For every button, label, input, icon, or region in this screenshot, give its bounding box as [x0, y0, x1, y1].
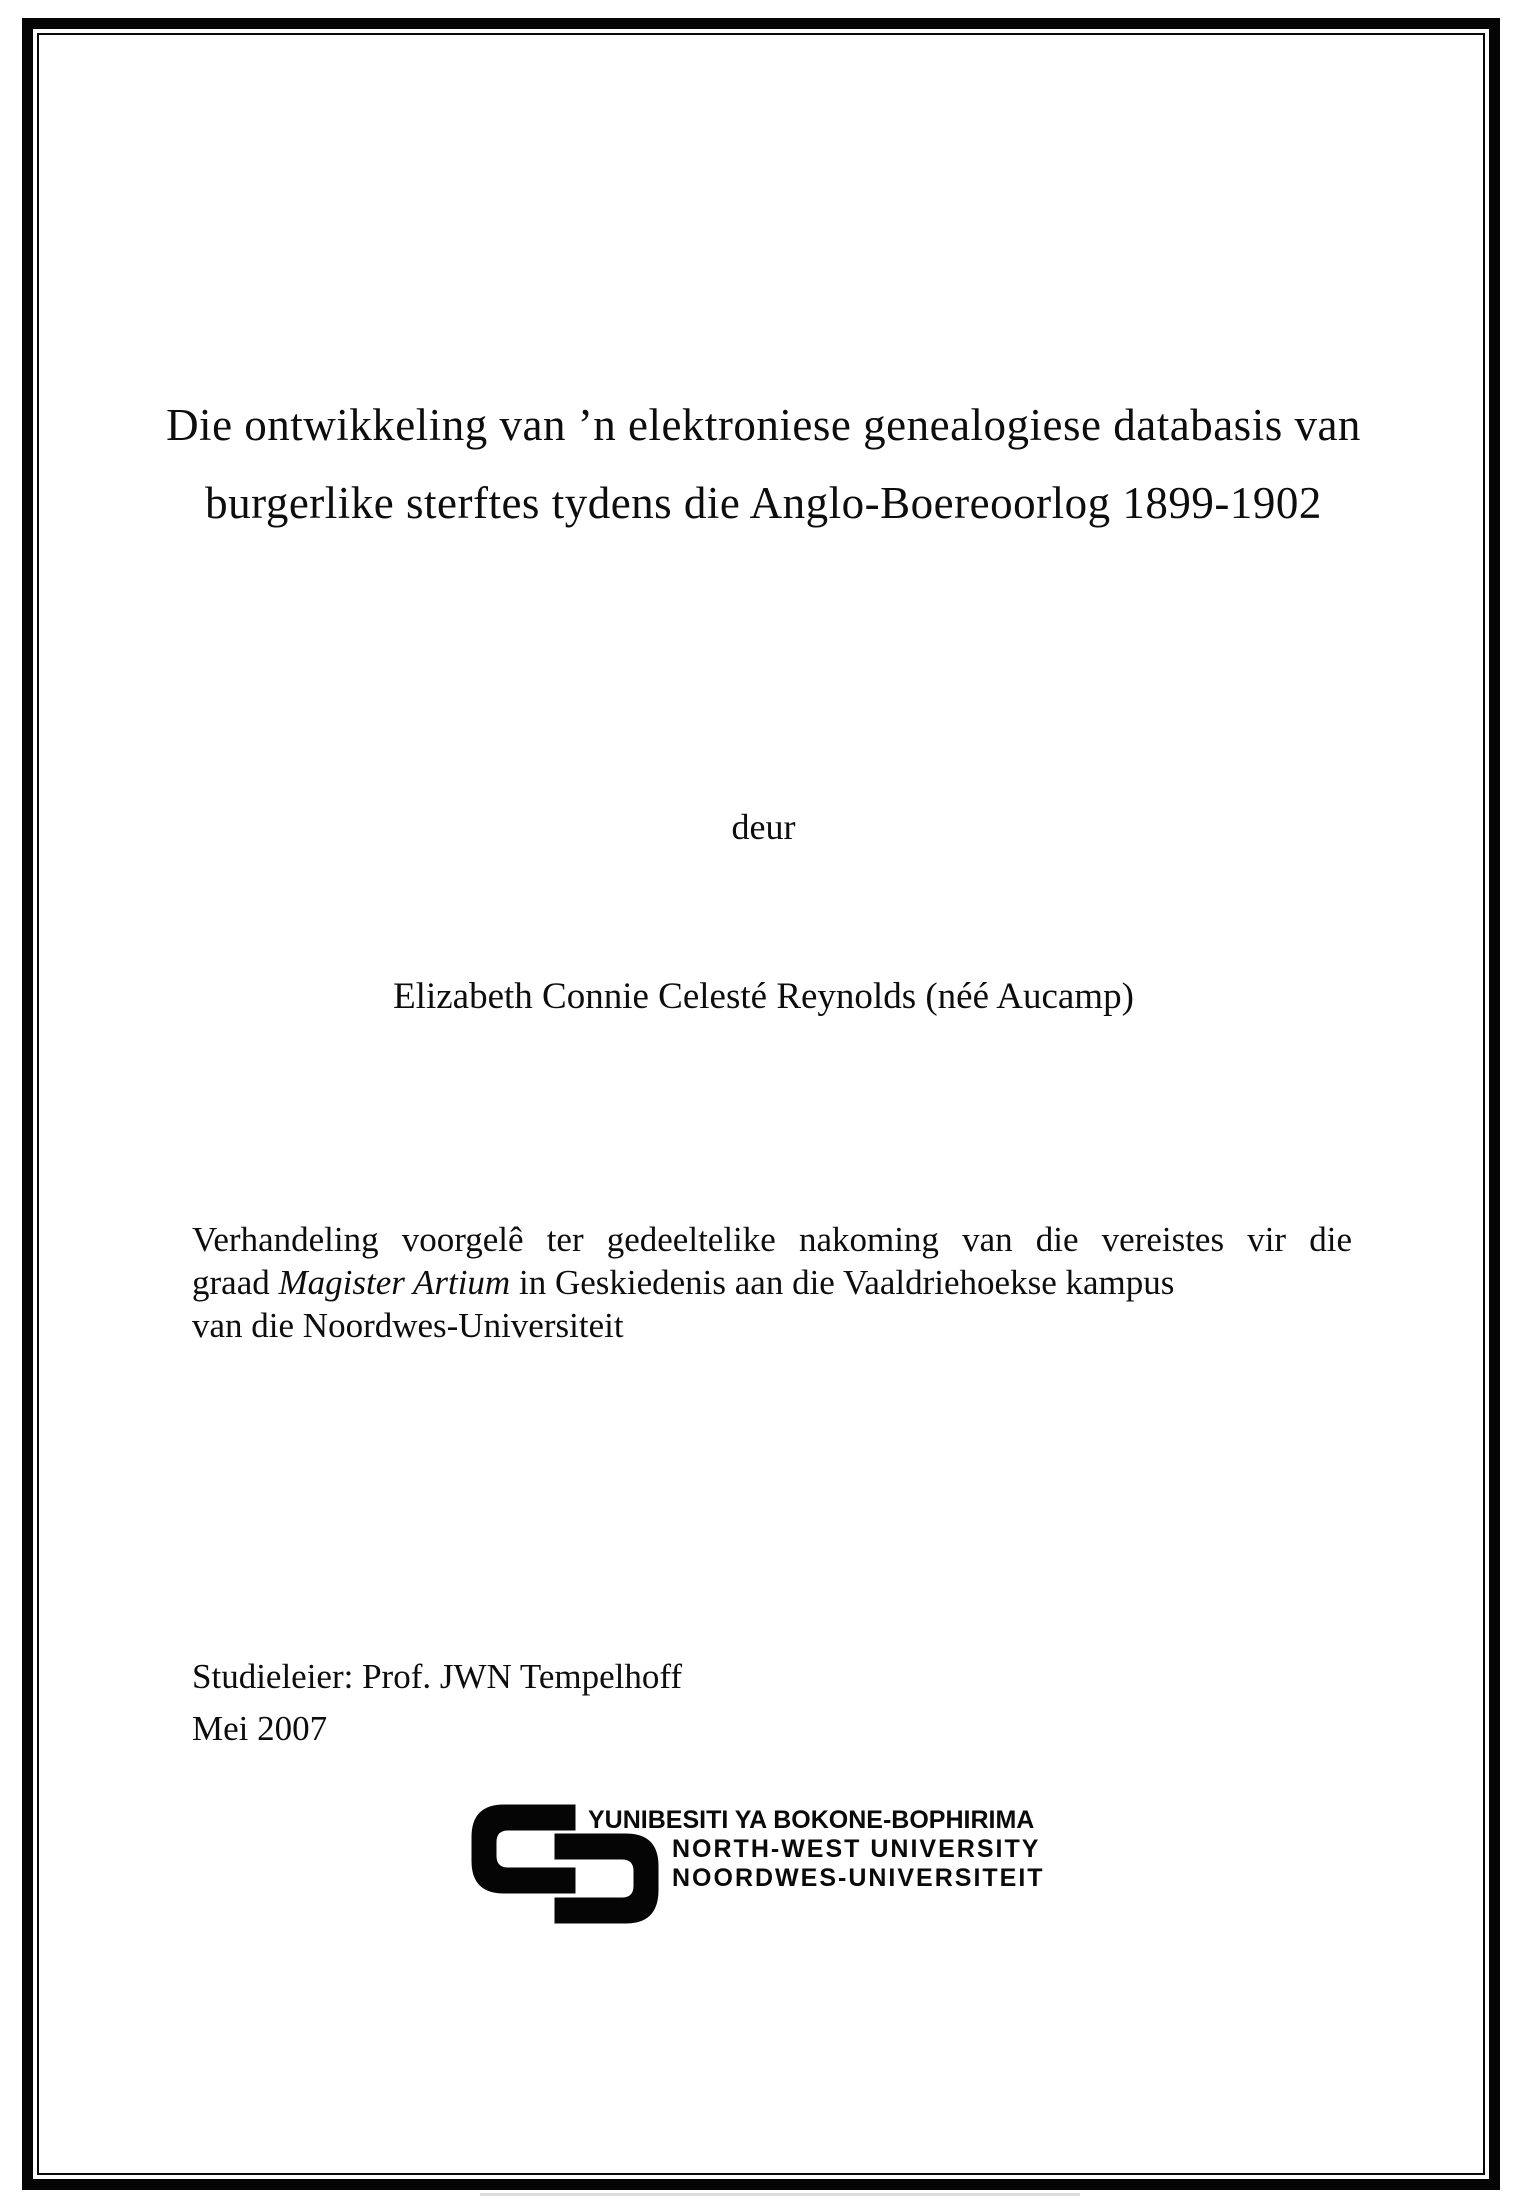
university-logo — [470, 1803, 1070, 1933]
degree-statement-line3: van die Noordwes-Universiteit — [192, 1306, 624, 1345]
university-wordmark — [588, 1806, 1045, 1893]
byline-label: deur — [731, 807, 796, 847]
degree-statement-line2-prefix: graad — [192, 1263, 279, 1302]
scan-artifact — [480, 2193, 1080, 2196]
university-name-english: NORTH-WEST UNIVERSITY — [672, 1835, 1041, 1863]
university-name-setswana: YUNIBESITI YA BOKONE-BOPHIRIMA — [588, 1806, 1035, 1834]
date-line: Mei 2007 — [192, 1709, 328, 1748]
thesis-title-line1: Die ontwikkeling van ’n elektroniese genealogiese databasis van — [166, 400, 1361, 450]
author-name: Elizabeth Connie Celesté Reynolds (néé Aucamp) — [393, 976, 1134, 1017]
thesis-title-line2: burgerlike sterftes tydens die Anglo-Boereoorlog 1899-1902 — [205, 478, 1322, 528]
degree-statement-line1: Verhandeling voorgelê ter gedeeltelike nakoming van die vereistes vir die — [192, 1220, 1352, 1259]
degree-statement — [192, 1218, 1352, 1347]
degree-statement-line2 — [192, 1261, 1352, 1304]
thesis-title — [100, 386, 1427, 542]
supervisor-block — [192, 1651, 682, 1755]
university-name-afrikaans: NOORDWES-UNIVERSITEIT — [672, 1864, 1045, 1892]
degree-statement-line2-suffix: in Geskiedenis aan die Vaaldriehoekse kampus — [510, 1263, 1175, 1302]
degree-name-italic: Magister Artium — [278, 1263, 511, 1302]
supervisor-line: Studieleier: Prof. JWN Tempelhoff — [192, 1657, 683, 1696]
